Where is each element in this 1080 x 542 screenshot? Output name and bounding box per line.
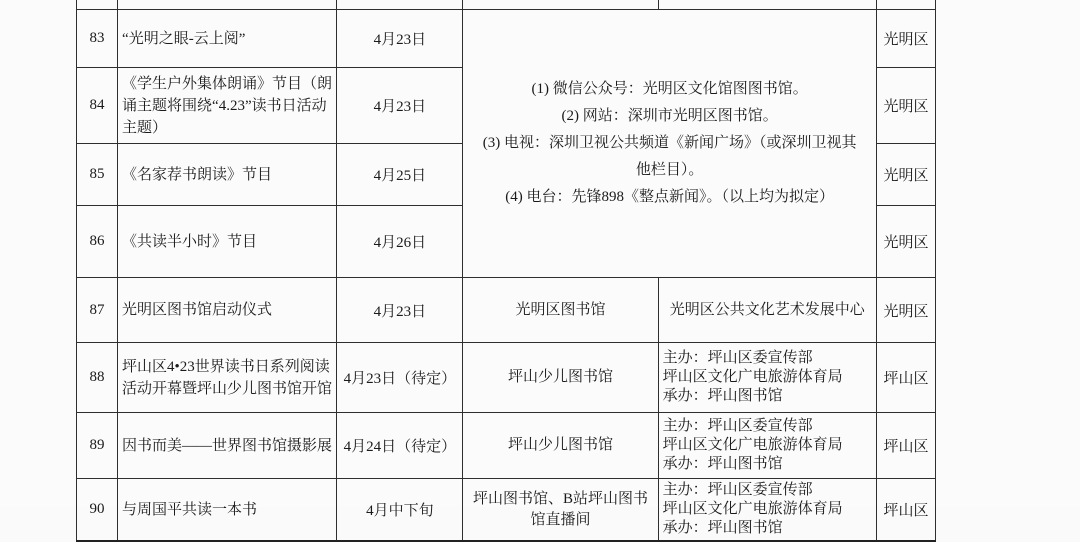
organizer-line: 承办：坪山图书馆 bbox=[662, 456, 783, 472]
district-cell: 光明区 bbox=[876, 144, 935, 206]
organizer-line: 承办：坪山图书馆 bbox=[662, 388, 783, 404]
date-cell: 4月23日 bbox=[337, 68, 463, 144]
organizer-line: 主办：坪山区委宣传部 bbox=[662, 350, 813, 366]
row-number-cell: 89 bbox=[77, 413, 118, 479]
location-cell: 坪山少儿图书馆 bbox=[463, 343, 658, 413]
row-number-cell: 85 bbox=[77, 144, 118, 206]
organizer-cell bbox=[658, 343, 876, 413]
district-cell: 光明区 bbox=[876, 278, 935, 343]
reading-day-schedule-table bbox=[76, 0, 936, 542]
activity-name-cell: “光明之眼-云上阅” bbox=[118, 10, 337, 68]
row-number-cell: 87 bbox=[77, 278, 118, 343]
organizer-line: 主办：坪山区委宣传部 bbox=[662, 418, 813, 434]
organizer-cell bbox=[658, 413, 876, 479]
table-row bbox=[77, 479, 936, 542]
district-cell: 坪山区 bbox=[876, 479, 935, 542]
activity-name-cell: 《名家荐书朗读》节目 bbox=[118, 144, 337, 206]
table-row bbox=[77, 413, 936, 479]
publicity-line: (3) 电视：深圳卫视公共频道《新闻广场》（或深圳卫视其 bbox=[482, 135, 857, 151]
date-cell: 4月23日（待定） bbox=[337, 343, 463, 413]
publicity-line: (2) 网站：深圳市光明区图书馆。 bbox=[561, 108, 778, 124]
organizer-line: 坪山区文化广电旅游体育局 bbox=[662, 437, 843, 453]
district-cell: 光明区 bbox=[876, 68, 935, 144]
date-cell: 4月23日 bbox=[337, 10, 463, 68]
activity-name-cell: 坪山区4•23世界读书日系列阅读活动开幕暨坪山少儿图书馆开馆 bbox=[118, 343, 337, 413]
date-cell: 4月25日 bbox=[337, 144, 463, 206]
organizer-line: 主办：坪山区委宣传部 bbox=[662, 482, 813, 498]
publicity-line: (4) 电台：先锋898《整点新闻》。（以上均为拟定） bbox=[505, 189, 835, 205]
date-cell: 4月24日（待定） bbox=[337, 413, 463, 479]
organizer-cell: 光明区公共文化艺术发展中心 bbox=[658, 278, 876, 343]
activity-name-cell: 与周国平共读一本书 bbox=[118, 479, 337, 542]
table-row-cutoff bbox=[77, 0, 936, 10]
district-cell: 光明区 bbox=[876, 206, 935, 278]
table-row bbox=[77, 278, 936, 343]
date-cell: 4月中下旬 bbox=[337, 479, 463, 542]
activity-name-cell: 因书而美——世界图书馆摄影展 bbox=[118, 413, 337, 479]
organizer-cell bbox=[658, 0, 876, 10]
table-row bbox=[77, 10, 936, 68]
publicity-platforms-cell bbox=[463, 10, 876, 278]
location-cell: 坪山少儿图书馆 bbox=[463, 413, 658, 479]
activity-name-cell: 《共读半小时》节目 bbox=[118, 206, 337, 278]
district-cell bbox=[876, 0, 935, 10]
district-cell: 坪山区 bbox=[876, 343, 935, 413]
date-cell: 4月26日 bbox=[337, 206, 463, 278]
activity-name-cell bbox=[118, 0, 337, 10]
organizer-line: 承办：坪山图书馆 bbox=[662, 520, 783, 536]
row-number-cell: 90 bbox=[77, 479, 118, 542]
district-cell: 坪山区 bbox=[876, 413, 935, 479]
publicity-line: (1) 微信公众号：光明区文化馆图图书馆。 bbox=[531, 81, 808, 97]
publicity-line: 他栏目）。 bbox=[635, 162, 704, 178]
row-number-cell: 83 bbox=[77, 10, 118, 68]
organizer-line: 坪山区文化广电旅游体育局 bbox=[662, 369, 843, 385]
district-cell: 光明区 bbox=[876, 10, 935, 68]
row-number-cell: 86 bbox=[77, 206, 118, 278]
location-cell: 光明区图书馆 bbox=[463, 278, 658, 343]
organizer-line: 坪山区文化广电旅游体育局 bbox=[662, 501, 843, 517]
organizer-cell bbox=[658, 479, 876, 542]
row-number-cell bbox=[77, 0, 118, 10]
activity-name-cell: 《学生户外集体朗诵》节目（朗诵主题将围绕“4.23”读书日活动主题） bbox=[118, 68, 337, 144]
location-cell: 坪山图书馆、B站坪山图书馆直播间 bbox=[463, 479, 658, 542]
date-cell bbox=[337, 0, 463, 10]
table-row bbox=[77, 343, 936, 413]
row-number-cell: 84 bbox=[77, 68, 118, 144]
location-cell bbox=[463, 0, 658, 10]
row-number-cell: 88 bbox=[77, 343, 118, 413]
activity-name-cell: 光明区图书馆启动仪式 bbox=[118, 278, 337, 343]
date-cell: 4月23日 bbox=[337, 278, 463, 343]
